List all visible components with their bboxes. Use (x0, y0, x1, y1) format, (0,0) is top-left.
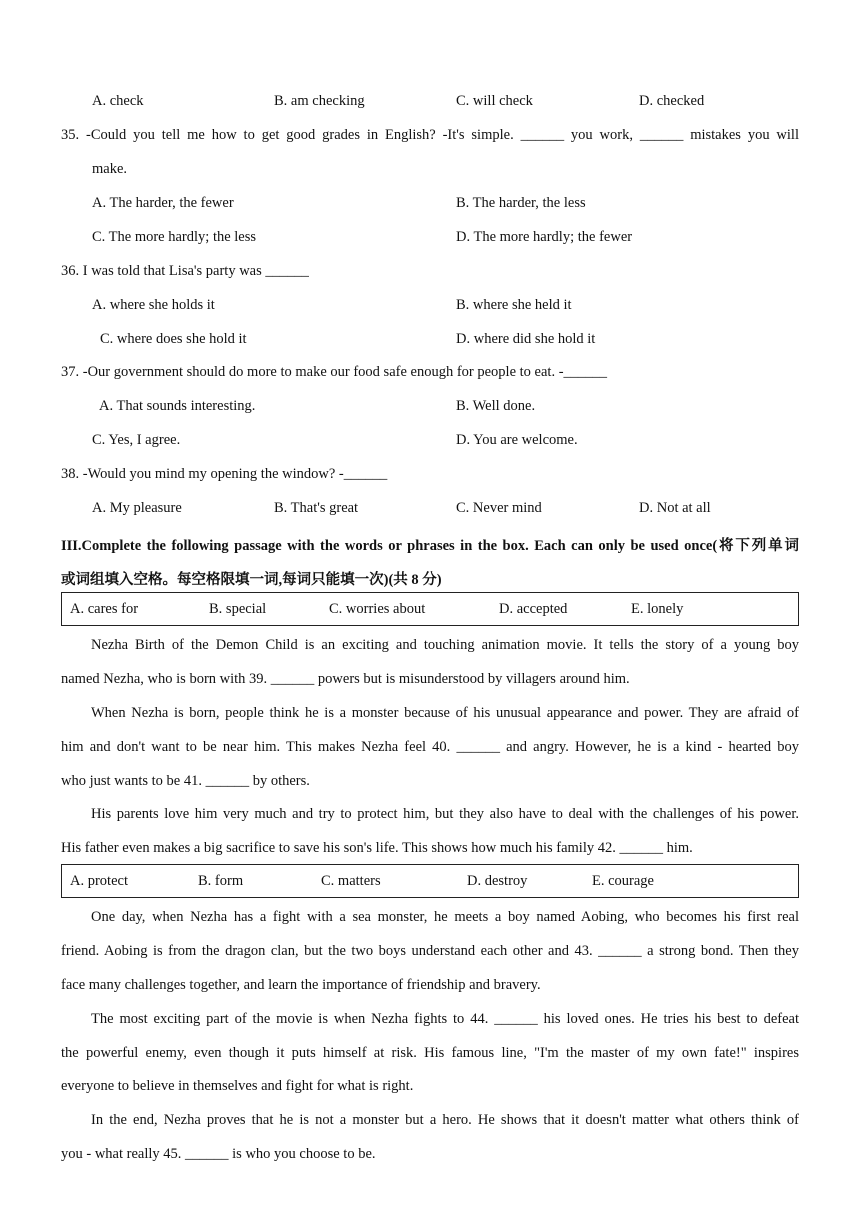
passage-p4-line2: friend. Aobing is from the dragon clan, but the two boys understand each other and 43. ______ a strong bond. Then they (61, 943, 799, 959)
passage-p2-line1: When Nezha is born, people think he is a monster because of his unusual appearance and power. They are afraid of (91, 705, 799, 721)
q34-option-a: A. check (92, 93, 144, 109)
word-box-2-item-e: E. courage (592, 873, 654, 889)
word-box-1 (61, 592, 799, 626)
q36-option-a: A. where she holds it (92, 297, 215, 313)
word-box-1-item-b: B. special (209, 601, 267, 617)
word-box-2 (61, 864, 799, 898)
word-box-1-item-a: A. cares for (70, 601, 139, 617)
q35-option-d: D. The more hardly; the fewer (456, 229, 633, 245)
q34-option-c: C. will check (456, 93, 533, 109)
q38-option-d: D. Not at all (639, 500, 711, 516)
q37-question: 37. -Our government should do more to make our food safe enough for people to eat. -______ (61, 364, 608, 380)
q38-option-b: B. That's great (274, 500, 359, 516)
q37-option-a: A. That sounds interesting. (99, 398, 256, 414)
passage-p6-line1: In the end, Nezha proves that he is not a monster but a hero. He shows that it doesn't matter what others think of (91, 1112, 799, 1128)
passage-p5-line2: the powerful enemy, even though it puts himself at risk. His famous line, "I'm the master of my own fate!" inspires (61, 1045, 799, 1061)
q35-question-line2: make. (92, 161, 128, 177)
word-box-2-item-d: D. destroy (467, 873, 528, 889)
word-box-1-item-c: C. worries about (329, 601, 426, 617)
passage-p2-line2: him and don't want to be near him. This makes Nezha feel 40. ______ and angry. However, he is a kind - hearted boy (61, 739, 799, 755)
passage-p6-line2: you - what really 45. ______ is who you choose to be. (61, 1146, 376, 1162)
q35-option-a: A. The harder, the fewer (92, 195, 234, 211)
passage-p2-line3: who just wants to be 41. ______ by others. (61, 773, 310, 789)
q37-option-c: C. Yes, I agree. (92, 432, 181, 448)
passage-p3-line1: His parents love him very much and try to protect him, but they also have to deal with the challenges of his power. (91, 806, 799, 822)
q34-option-b: B. am checking (274, 93, 365, 109)
q38-option-a: A. My pleasure (92, 500, 182, 516)
q35-option-b: B. The harder, the less (456, 195, 586, 211)
section-heading-line1: III.Complete the following passage with the words or phrases in the box. Each can only be used once(将下列单词 (61, 538, 799, 554)
q37-option-d: D. You are welcome. (456, 432, 578, 448)
q38-question: 38. -Would you mind my opening the window? -______ (61, 466, 388, 482)
q35-option-c: C. The more hardly; the less (92, 229, 257, 245)
passage-p5-line3: everyone to believe in themselves and fight for what is right. (61, 1078, 414, 1094)
passage-p4-line1: One day, when Nezha has a fight with a sea monster, he meets a boy named Aobing, who becomes his first real (91, 909, 799, 925)
q36-option-d: D. where did she hold it (456, 331, 596, 347)
word-box-2-item-c: C. matters (321, 873, 381, 889)
word-box-2-item-b: B. form (198, 873, 244, 889)
passage-p4-line3: face many challenges together, and learn the importance of friendship and bravery. (61, 977, 541, 993)
section-heading-line2: 或词组填入空格。每空格限填一词,每词只能填一次)(共 8 分) (61, 572, 442, 588)
passage-p3-line2: His father even makes a big sacrifice to save his son's life. This shows how much his family 42. ______ him. (61, 840, 693, 856)
word-box-1-item-e: E. lonely (631, 601, 684, 617)
q34-option-d: D. checked (639, 93, 705, 109)
q36-question: 36. I was told that Lisa's party was ______ (61, 263, 309, 279)
q35-question-line1: 35. -Could you tell me how to get good grades in English? -It's simple. ______ you work, ______ mistakes you will (61, 127, 799, 143)
q38-option-c: C. Never mind (456, 500, 542, 516)
passage-p5-line1: The most exciting part of the movie is when Nezha fights to 44. ______ his loved ones. He tries his best to defeat (91, 1011, 799, 1027)
passage-p1-line1: Nezha Birth of the Demon Child is an exciting and touching animation movie. It tells the story of a young boy (91, 637, 799, 653)
word-box-1-item-d: D. accepted (499, 601, 568, 617)
q36-option-b: B. where she held it (456, 297, 572, 313)
q36-option-c: C. where does she hold it (100, 331, 247, 347)
word-box-2-item-a: A. protect (70, 873, 128, 889)
passage-p1-line2: named Nezha, who is born with 39. ______ powers but is misunderstood by villagers around him. (61, 671, 630, 687)
q37-option-b: B. Well done. (456, 398, 536, 414)
